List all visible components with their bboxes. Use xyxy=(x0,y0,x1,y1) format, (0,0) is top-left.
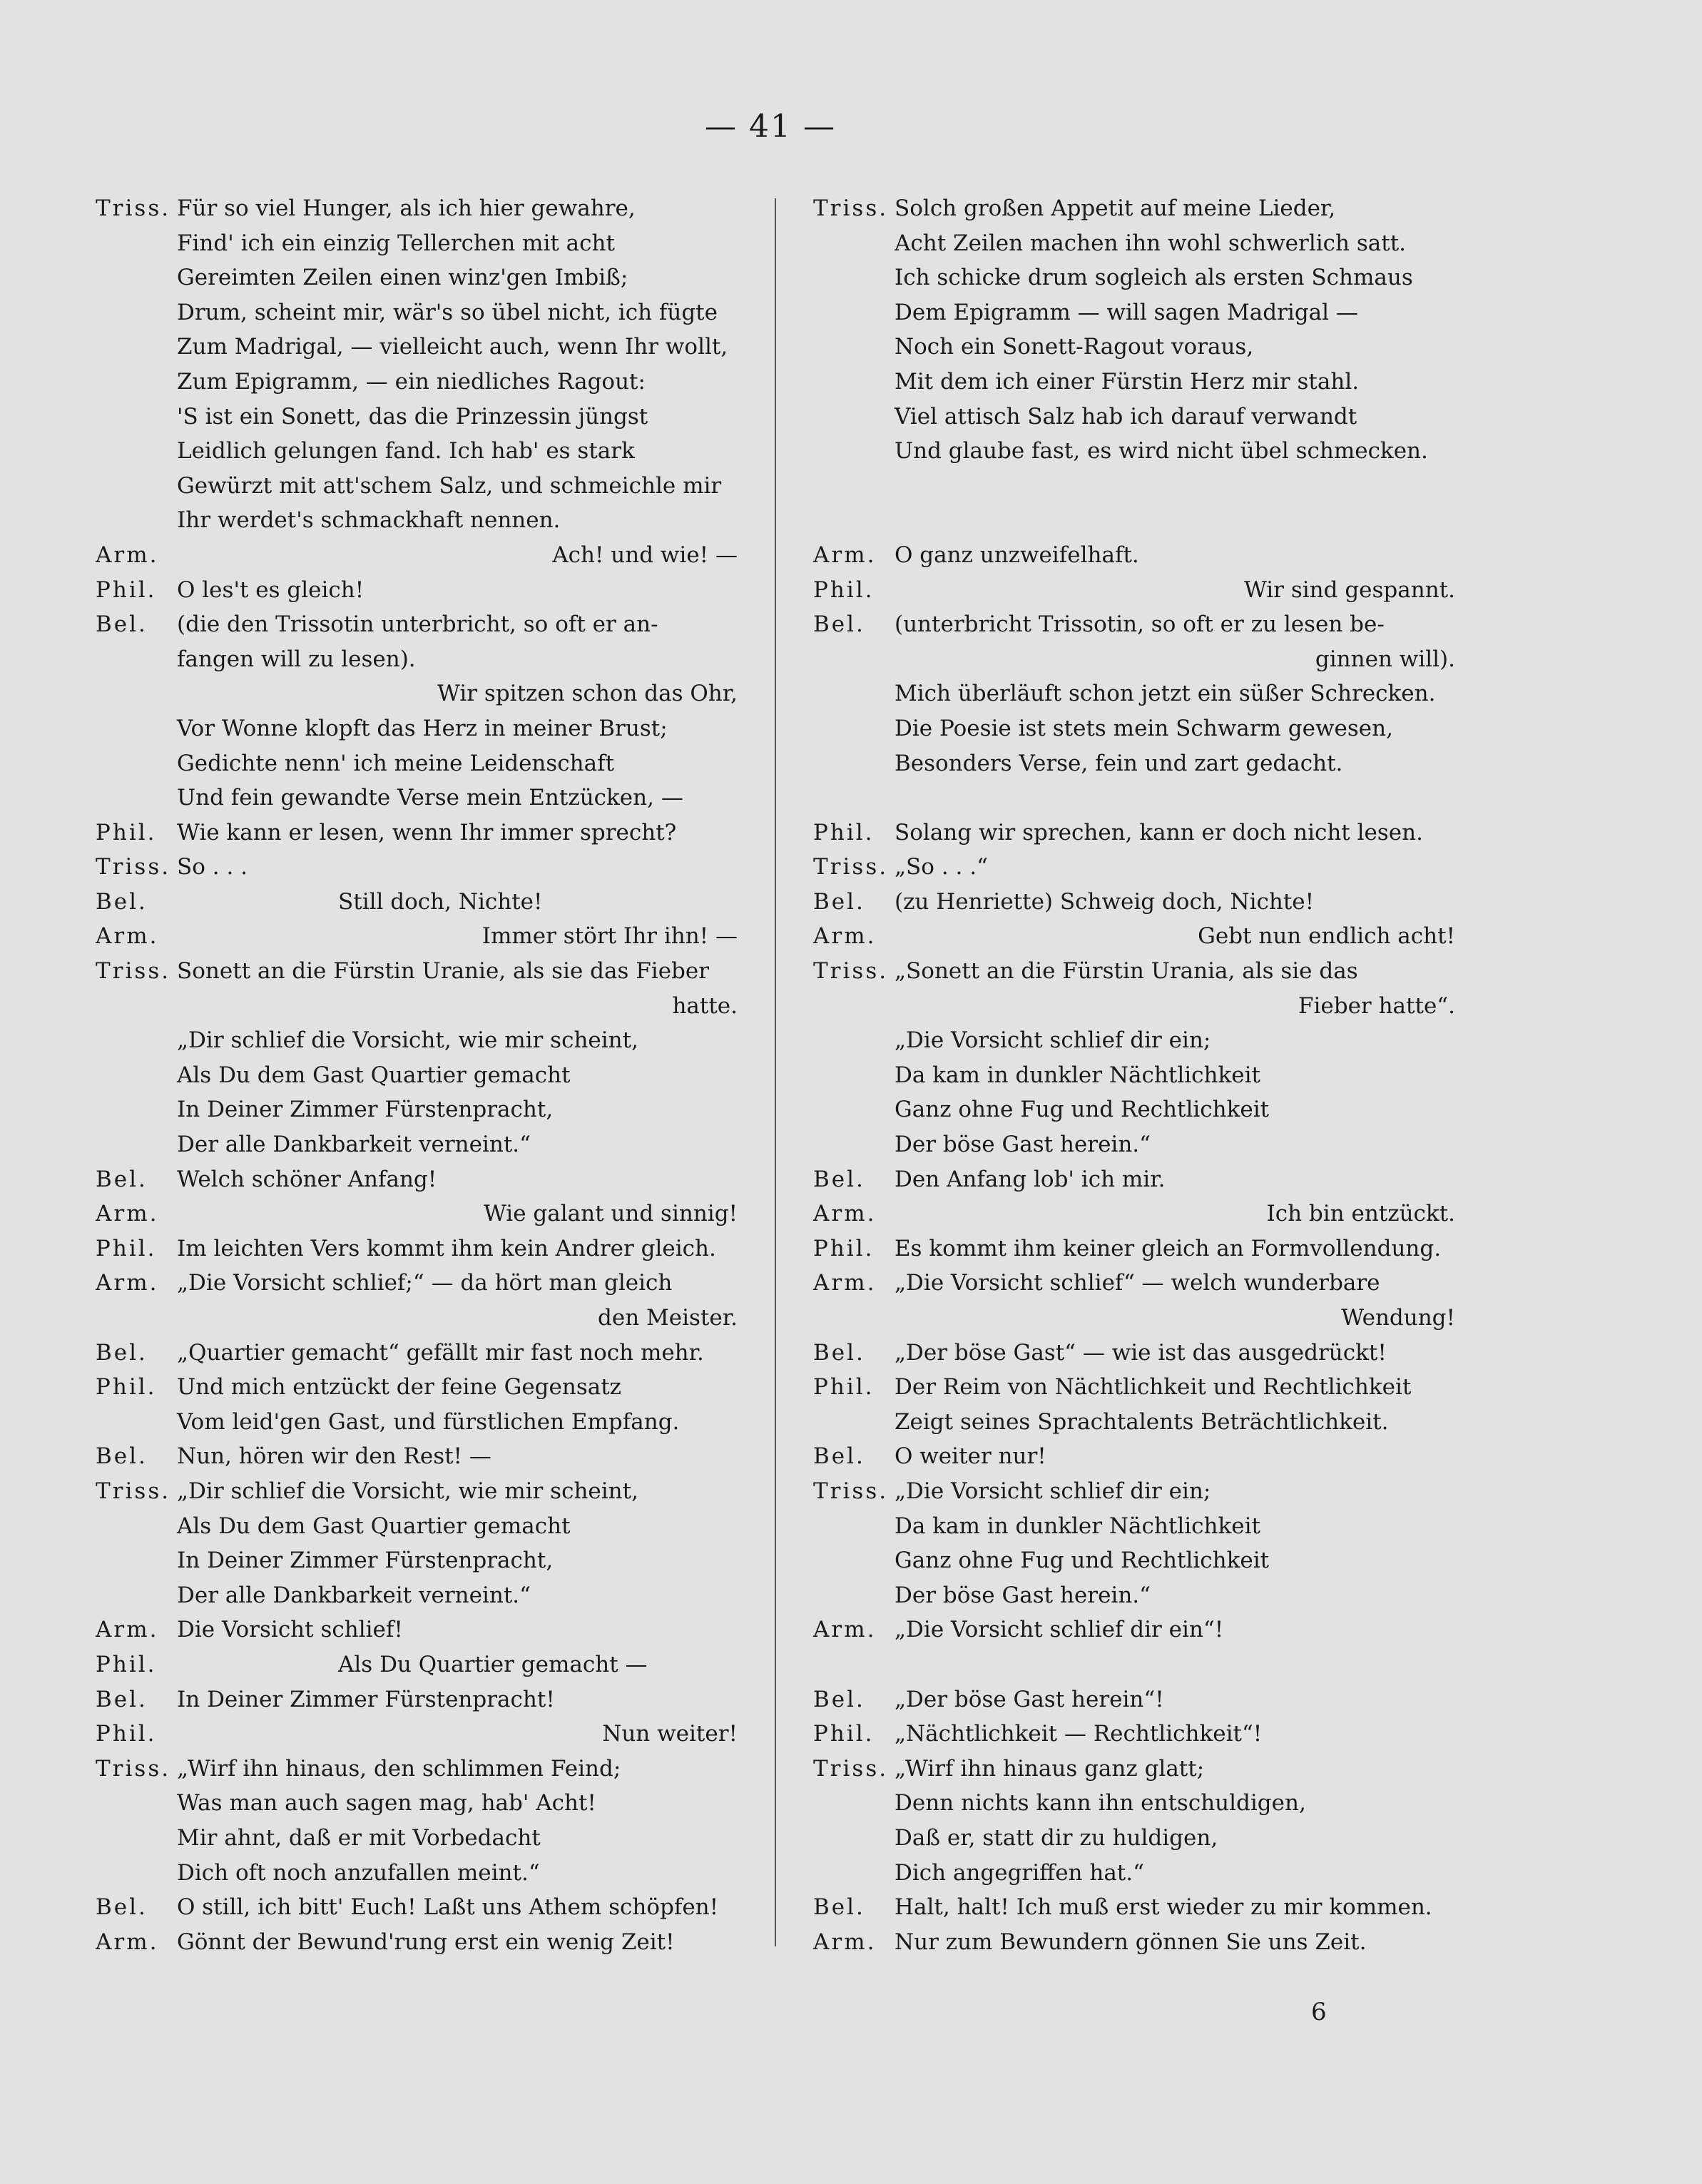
line-text: Zeigt seines Sprachtalents Beträchtlichkeit. xyxy=(895,1408,1389,1435)
line-text: Drum, scheint mir, wär's so übel nicht, ich fügte xyxy=(177,299,718,325)
dialogue-line xyxy=(96,1127,738,1162)
right-column xyxy=(813,191,1455,1959)
line-text: Was man auch sagen mag, hab' Acht! xyxy=(177,1790,596,1817)
line-text: Der alle Dankbarkeit verneint.“ xyxy=(177,1582,531,1608)
line-text: Gedichte nenn' ich meine Leidenschaft xyxy=(177,750,615,776)
speaker-name: Bel. xyxy=(813,1443,865,1470)
dialogue-line xyxy=(96,330,738,365)
dialogue-line xyxy=(813,1509,1455,1544)
dialogue-line xyxy=(96,1543,738,1578)
line-text: Mit dem ich einer Fürstin Herz mir stahl. xyxy=(895,368,1360,395)
dialogue-line xyxy=(96,1231,738,1266)
speaker-name: Triss. xyxy=(813,1478,889,1504)
speaker-name: Phil. xyxy=(96,1374,157,1401)
line-text: Mir ahnt, daß er mit Vorbedacht xyxy=(177,1824,541,1851)
speaker-name: Bel. xyxy=(813,1339,865,1366)
dialogue-line xyxy=(96,1370,738,1405)
line-text: „Die Vorsicht schlief dir ein“! xyxy=(895,1617,1224,1643)
line-text: Solang wir sprechen, kann er doch nicht lesen. xyxy=(895,819,1423,845)
line-text: Mich überläuft schon jetzt ein süßer Schrecken. xyxy=(895,681,1436,707)
line-text: „Quartier gemacht“ gefällt mir fast noch mehr. xyxy=(177,1339,704,1366)
line-text: Nun weiter! xyxy=(602,1721,738,1747)
line-text: Wendung! xyxy=(1341,1305,1455,1331)
dialogue-line xyxy=(813,1856,1455,1891)
dialogue-line xyxy=(813,330,1455,365)
line-text: Sonett an die Fürstin Uranie, als sie das Fieber xyxy=(177,958,710,985)
dialogue-line xyxy=(96,1821,738,1856)
line-text: Für so viel Hunger, als ich hier gewahre, xyxy=(177,195,636,221)
speaker-name: Arm. xyxy=(96,542,159,568)
dialogue-line xyxy=(813,1197,1455,1231)
speaker-name: Bel. xyxy=(96,1686,148,1712)
speaker-name: Arm. xyxy=(813,1201,877,1227)
speaker-name: Triss. xyxy=(96,854,171,880)
line-text: Find' ich ein einzig Tellerchen mit acht xyxy=(177,230,615,256)
speaker-name: Bel. xyxy=(813,1894,865,1921)
speaker-name: Triss. xyxy=(96,1478,171,1504)
line-text: „Dir schlief die Vorsicht, wie mir scheint, xyxy=(177,1027,638,1054)
dialogue-line xyxy=(813,538,1455,573)
line-text: Viel attisch Salz hab ich darauf verwandt xyxy=(895,403,1357,430)
line-text: Die Vorsicht schlief! xyxy=(177,1617,403,1643)
speaker-name: Phil. xyxy=(813,819,875,845)
line-text: O weiter nur! xyxy=(895,1443,1046,1470)
dialogue-line xyxy=(96,1890,738,1925)
line-text: Vor Wonne klopft das Herz in meiner Brust; xyxy=(177,715,668,741)
dialogue-line xyxy=(813,642,1455,677)
dialogue-line xyxy=(96,711,738,746)
blank-line xyxy=(813,503,1455,538)
column-divider xyxy=(775,198,776,1946)
dialogue-line xyxy=(813,919,1455,954)
dialogue-line xyxy=(813,850,1455,885)
dialogue-line xyxy=(813,746,1455,781)
speaker-name: Phil. xyxy=(96,1721,157,1747)
dialogue-line xyxy=(96,885,738,920)
line-text: Still doch, Nichte! xyxy=(338,888,543,915)
line-text: Noch ein Sonett-Ragout voraus, xyxy=(895,334,1254,360)
line-text: Im leichten Vers kommt ihm kein Andrer gleich. xyxy=(177,1235,716,1261)
line-text: „Die Vorsicht schlief“ — welch wunderbare xyxy=(895,1270,1380,1296)
speaker-name: Arm. xyxy=(96,1929,159,1955)
line-text: „Nächtlichkeit — Rechtlichkeit“! xyxy=(895,1721,1263,1747)
speaker-name: Bel. xyxy=(813,1686,865,1712)
speaker-name: Arm. xyxy=(813,1929,877,1955)
dialogue-line xyxy=(813,1370,1455,1405)
line-text: Es kommt ihm keiner gleich an Formvollendung. xyxy=(895,1235,1442,1261)
line-text: Denn nichts kann ihn entschuldigen, xyxy=(895,1790,1306,1817)
speaker-name: Triss. xyxy=(813,854,889,880)
line-text: Den Anfang lob' ich mir. xyxy=(895,1166,1166,1192)
dialogue-line xyxy=(813,400,1455,435)
dialogue-line xyxy=(96,642,738,677)
line-text: Nur zum Bewundern gönnen Sie uns Zeit. xyxy=(895,1929,1367,1955)
line-text: In Deiner Zimmer Fürstenpracht! xyxy=(177,1686,555,1712)
speaker-name: Phil. xyxy=(813,1374,875,1401)
line-text: In Deiner Zimmer Fürstenpracht, xyxy=(177,1548,554,1574)
dialogue-line xyxy=(96,850,738,885)
line-text: den Meister. xyxy=(598,1305,738,1331)
dialogue-line xyxy=(96,1058,738,1093)
dialogue-line xyxy=(813,1612,1455,1647)
dialogue-line xyxy=(96,1509,738,1544)
dialogue-line xyxy=(813,676,1455,711)
dialogue-line xyxy=(813,954,1455,989)
dialogue-line xyxy=(96,954,738,989)
line-text: Und fein gewandte Verse mein Entzücken, — xyxy=(177,785,683,811)
line-text: fangen will zu lesen). xyxy=(177,646,416,672)
line-text: (unterbricht Trissotin, so oft er zu lesen be- xyxy=(895,611,1385,638)
line-text: Solch großen Appetit auf meine Lieder, xyxy=(895,195,1336,221)
speaker-name: Arm. xyxy=(96,923,159,950)
speaker-name: Bel. xyxy=(813,1166,865,1192)
line-text: Der Reim von Nächtlichkeit und Rechtlichkeit xyxy=(895,1374,1412,1401)
line-text: „Wirf ihn hinaus ganz glatt; xyxy=(895,1755,1205,1782)
dialogue-line xyxy=(96,191,738,226)
dialogue-line xyxy=(96,1647,738,1682)
speaker-name: Arm. xyxy=(96,1617,159,1643)
line-text: Vom leid'gen Gast, und fürstlichen Empfang. xyxy=(177,1408,680,1435)
dialogue-line xyxy=(813,1821,1455,1856)
dialogue-line xyxy=(96,1405,738,1440)
dialogue-line xyxy=(96,1578,738,1613)
dialogue-line xyxy=(96,1092,738,1127)
line-text: Ach! und wie! — xyxy=(552,542,738,568)
speaker-name: Bel. xyxy=(96,888,148,915)
line-text: „Wirf ihn hinaus, den schlimmen Feind; xyxy=(177,1755,621,1782)
line-text: Fieber hatte“. xyxy=(1298,992,1455,1019)
dialogue-line xyxy=(813,365,1455,400)
line-text: Wie kann er lesen, wenn Ihr immer sprecht? xyxy=(177,819,677,845)
speaker-name: Arm. xyxy=(96,1201,159,1227)
dialogue-line xyxy=(96,1474,738,1509)
speaker-name: Phil. xyxy=(96,1235,157,1261)
dialogue-line xyxy=(96,226,738,261)
speaker-name: Phil. xyxy=(96,1651,157,1677)
dialogue-line xyxy=(96,1023,738,1058)
line-text: Ich bin entzückt. xyxy=(1266,1201,1455,1227)
dialogue-line xyxy=(96,816,738,850)
dialogue-line xyxy=(96,1266,738,1301)
line-text: Gereimten Zeilen einen winz'gen Imbiß; xyxy=(177,265,628,291)
dialogue-line xyxy=(96,400,738,435)
line-text: Gewürzt mit att'schem Salz, und schmeichle mir xyxy=(177,472,722,499)
speaker-name: Triss. xyxy=(813,1755,889,1782)
line-text: Ich schicke drum sogleich als ersten Schmaus xyxy=(895,265,1413,291)
line-text: Daß er, statt dir zu huldigen, xyxy=(895,1824,1218,1851)
speaker-name: Triss. xyxy=(96,1755,171,1782)
line-text: Da kam in dunkler Nächtlichkeit xyxy=(895,1062,1260,1088)
dialogue-line xyxy=(96,573,738,608)
dialogue-line xyxy=(96,1301,738,1336)
line-text: Die Poesie ist stets mein Schwarm gewesen, xyxy=(895,715,1393,741)
line-text: Leidlich gelungen fand. Ich hab' es stark xyxy=(177,438,635,464)
speaker-name: Phil. xyxy=(96,819,157,845)
line-text: Zum Epigramm, — ein niedliches Ragout: xyxy=(177,368,646,395)
dialogue-line xyxy=(813,260,1455,295)
dialogue-line xyxy=(813,1717,1455,1752)
line-text: Immer stört Ihr ihn! — xyxy=(481,923,738,950)
dialogue-line xyxy=(813,573,1455,608)
dialogue-line xyxy=(813,1336,1455,1371)
line-text: „Dir schlief die Vorsicht, wie mir scheint, xyxy=(177,1478,638,1504)
dialogue-line xyxy=(813,1474,1455,1509)
line-text: „Der böse Gast herein“! xyxy=(895,1686,1164,1712)
line-text: (zu Henriette) Schweig doch, Nichte! xyxy=(895,888,1315,915)
left-column xyxy=(96,191,738,1959)
speaker-name: Bel. xyxy=(813,611,865,638)
dialogue-line xyxy=(813,1162,1455,1197)
line-text: Da kam in dunkler Nächtlichkeit xyxy=(895,1513,1260,1539)
signature-mark: 6 xyxy=(1311,1998,1327,2026)
dialogue-line xyxy=(813,1752,1455,1787)
dialogue-line xyxy=(813,816,1455,850)
blank-line xyxy=(813,469,1455,504)
dialogue-line xyxy=(813,1925,1455,1960)
dialogue-line xyxy=(813,1890,1455,1925)
dialogue-line xyxy=(813,1578,1455,1613)
dialogue-line xyxy=(813,1405,1455,1440)
line-text: Als Du dem Gast Quartier gemacht xyxy=(177,1062,571,1088)
line-text: O les't es gleich! xyxy=(177,577,365,603)
line-text: Und glaube fast, es wird nicht übel schmecken. xyxy=(895,438,1428,464)
line-text: „So . . .“ xyxy=(895,854,988,880)
dialogue-line xyxy=(96,365,738,400)
page-number: — 41 — xyxy=(705,108,836,145)
dialogue-line xyxy=(96,1752,738,1787)
dialogue-line xyxy=(813,434,1455,469)
dialogue-line xyxy=(813,1543,1455,1578)
speaker-name: Bel. xyxy=(96,1166,148,1192)
dialogue-line xyxy=(96,1162,738,1197)
dialogue-line xyxy=(813,1786,1455,1821)
speaker-name: Bel. xyxy=(96,1894,148,1921)
speaker-name: Arm. xyxy=(813,1270,877,1296)
line-text: Wie galant und sinnig! xyxy=(483,1201,738,1227)
line-text: Ganz ohne Fug und Rechtlichkeit xyxy=(895,1548,1270,1574)
line-text: Dich oft noch anzufallen meint.“ xyxy=(177,1859,540,1886)
line-text: Als Du Quartier gemacht — xyxy=(338,1651,648,1677)
speaker-name: Triss. xyxy=(813,958,889,985)
line-text: Wir spitzen schon das Ohr, xyxy=(437,681,738,707)
dialogue-line xyxy=(96,295,738,330)
dialogue-line xyxy=(96,1717,738,1752)
dialogue-line xyxy=(813,226,1455,261)
dialogue-line xyxy=(96,919,738,954)
speaker-name: Arm. xyxy=(813,542,877,568)
line-text: Ganz ohne Fug und Rechtlichkeit xyxy=(895,1097,1270,1123)
speaker-name: Triss. xyxy=(96,195,171,221)
dialogue-line xyxy=(96,434,738,469)
dialogue-line xyxy=(813,1023,1455,1058)
dialogue-line xyxy=(813,1439,1455,1474)
line-text: So . . . xyxy=(177,854,248,880)
dialogue-line xyxy=(813,885,1455,920)
dialogue-line xyxy=(813,1127,1455,1162)
dialogue-line xyxy=(813,989,1455,1024)
line-text: 'S ist ein Sonett, das die Prinzessin jüngst xyxy=(177,403,648,430)
line-text: O ganz unzweifelhaft. xyxy=(895,542,1139,568)
line-text: Als Du dem Gast Quartier gemacht xyxy=(177,1513,571,1539)
dialogue-line xyxy=(96,1856,738,1891)
dialogue-line xyxy=(96,607,738,642)
speaker-name: Bel. xyxy=(96,611,148,638)
line-text: (die den Trissotin unterbricht, so oft er an- xyxy=(177,611,658,638)
line-text: ginnen will). xyxy=(1315,646,1455,672)
dialogue-line xyxy=(813,1058,1455,1093)
dialogue-line xyxy=(96,1786,738,1821)
dialogue-line xyxy=(813,607,1455,642)
line-text: Dem Epigramm — will sagen Madrigal — xyxy=(895,299,1358,325)
dialogue-line xyxy=(96,1925,738,1960)
dialogue-line xyxy=(813,1092,1455,1127)
speaker-name: Arm. xyxy=(96,1270,159,1296)
dialogue-line xyxy=(813,1301,1455,1336)
line-text: Der böse Gast herein.“ xyxy=(895,1132,1151,1158)
dialogue-line xyxy=(96,1336,738,1371)
dialogue-line xyxy=(813,191,1455,226)
line-text: Zum Madrigal, — vielleicht auch, wenn Ihr wollt, xyxy=(177,334,728,360)
dialogue-line xyxy=(96,989,738,1024)
dialogue-line xyxy=(813,1682,1455,1717)
line-text: Welch schöner Anfang! xyxy=(177,1166,437,1192)
speaker-name: Bel. xyxy=(813,888,865,915)
line-text: „Die Vorsicht schlief dir ein; xyxy=(895,1027,1211,1054)
line-text: Nun, hören wir den Rest! — xyxy=(177,1443,491,1470)
dialogue-line xyxy=(96,260,738,295)
line-text: „Die Vorsicht schlief dir ein; xyxy=(895,1478,1211,1504)
speaker-name: Phil. xyxy=(96,577,157,603)
line-text: Dich angegriffen hat.“ xyxy=(895,1859,1144,1886)
speaker-name: Phil. xyxy=(813,1235,875,1261)
line-text: Wir sind gespannt. xyxy=(1243,577,1455,603)
line-text: Und mich entzückt der feine Gegensatz xyxy=(177,1374,622,1401)
speaker-name: Phil. xyxy=(813,577,875,603)
line-text: Gönnt der Bewund'rung erst ein wenig Zeit! xyxy=(177,1929,675,1955)
dialogue-line xyxy=(96,1197,738,1231)
line-text: „Der böse Gast“ — wie ist das ausgedrückt! xyxy=(895,1339,1387,1366)
speaker-name: Phil. xyxy=(813,1721,875,1747)
dialogue-line xyxy=(813,711,1455,746)
dialogue-line xyxy=(96,1439,738,1474)
dialogue-line xyxy=(96,469,738,504)
line-text: In Deiner Zimmer Fürstenpracht, xyxy=(177,1097,554,1123)
speaker-name: Triss. xyxy=(813,195,889,221)
speaker-name: Arm. xyxy=(813,1617,877,1643)
line-text: O still, ich bitt' Euch! Laßt uns Athem schöpfen! xyxy=(177,1894,719,1921)
speaker-name: Arm. xyxy=(813,923,877,950)
speaker-name: Bel. xyxy=(96,1339,148,1366)
blank-line xyxy=(813,1647,1455,1682)
line-text: Der alle Dankbarkeit verneint.“ xyxy=(177,1132,531,1158)
line-text: hatte. xyxy=(672,992,738,1019)
line-text: Ihr werdet's schmackhaft nennen. xyxy=(177,507,561,534)
line-text: Gebt nun endlich acht! xyxy=(1198,923,1455,950)
line-text: Besonders Verse, fein und zart gedacht. xyxy=(895,750,1343,776)
dialogue-line xyxy=(96,746,738,781)
dialogue-line xyxy=(813,1266,1455,1301)
dialogue-line xyxy=(96,781,738,816)
dialogue-line xyxy=(96,1612,738,1647)
speaker-name: Triss. xyxy=(96,958,171,985)
dialogue-line xyxy=(813,1231,1455,1266)
line-text: „Sonett an die Fürstin Urania, als sie das xyxy=(895,958,1358,985)
dialogue-line xyxy=(96,538,738,573)
line-text: Halt, halt! Ich muß erst wieder zu mir kommen. xyxy=(895,1894,1432,1921)
blank-line xyxy=(813,781,1455,816)
line-text: Acht Zeilen machen ihn wohl schwerlich satt. xyxy=(895,230,1407,256)
dialogue-line xyxy=(96,676,738,711)
speaker-name: Bel. xyxy=(96,1443,148,1470)
line-text: Der böse Gast herein.“ xyxy=(895,1582,1151,1608)
dialogue-line xyxy=(96,1682,738,1717)
line-text: „Die Vorsicht schlief;“ — da hört man gleich xyxy=(177,1270,673,1296)
dialogue-line xyxy=(96,503,738,538)
dialogue-line xyxy=(813,295,1455,330)
